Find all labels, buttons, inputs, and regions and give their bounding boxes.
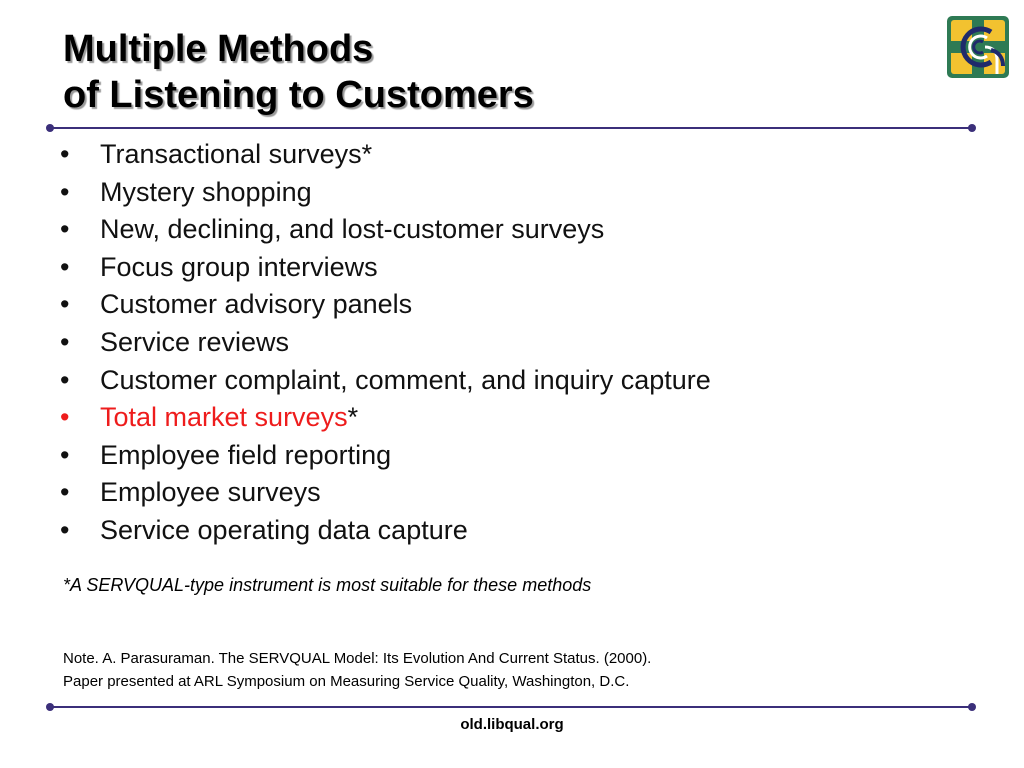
list-item-text: Service operating data capture <box>100 514 468 545</box>
list-item-text: New, declining, and lost-customer surveys <box>100 214 605 245</box>
list-item <box>58 249 711 287</box>
slide-title-line-1: Multiple Methods <box>63 28 374 70</box>
slide-title-line-2: of Listening to Customers <box>63 74 534 116</box>
divider-dot-right <box>968 703 976 711</box>
list-item-text: Service reviews <box>100 326 290 357</box>
bottom-divider <box>50 706 972 708</box>
list-item-text: Transactional surveys* <box>100 139 373 169</box>
footnote: *A SERVQUAL-type instrument is most suitable for these methods <box>63 575 592 595</box>
bullet-marker: • <box>60 176 70 207</box>
bullet-marker: • <box>60 326 70 357</box>
bullet-marker: • <box>60 514 70 545</box>
list-item-text: Employee field reporting <box>100 439 392 470</box>
methods-list <box>58 136 711 550</box>
list-item-text: Focus group interviews <box>100 251 378 282</box>
bullet-marker: • <box>60 477 70 508</box>
list-item <box>58 211 711 249</box>
divider-dot-right <box>968 124 976 132</box>
list-item <box>58 174 711 212</box>
list-item-text: Customer complaint, comment, and inquiry capture <box>100 364 711 395</box>
citation-note <box>63 647 651 693</box>
list-item <box>58 512 711 550</box>
list-item <box>58 437 711 475</box>
list-item <box>58 136 711 174</box>
divider-dot-left <box>46 124 54 132</box>
list-item-highlighted <box>58 399 711 437</box>
list-item-text: Customer advisory panels <box>100 289 413 320</box>
bullet-marker: • <box>60 139 70 169</box>
list-item-text: Total market surveys <box>100 402 348 433</box>
list-item <box>58 286 711 324</box>
bullet-marker: • <box>60 402 70 433</box>
bullet-marker: • <box>60 364 70 395</box>
list-item <box>58 362 711 400</box>
footer-url: old.libqual.org <box>460 716 564 733</box>
citation-line-2: Paper presented at ARL Symposium on Measuring Service Quality, Washington, D.C. <box>63 673 630 690</box>
list-item <box>58 474 711 512</box>
bullet-marker: • <box>60 289 70 320</box>
divider-dot-left <box>46 703 54 711</box>
citation-line-1: Note. A. Parasuraman. The SERVQUAL Model: Its Evolution And Current Status. (2000). <box>63 650 652 667</box>
slide-title <box>63 26 534 118</box>
list-item-text: Employee surveys <box>100 477 321 508</box>
asterisk-marker: * <box>347 402 359 433</box>
libqual-logo-icon <box>947 16 1009 78</box>
bullet-marker: • <box>60 251 70 282</box>
bullet-marker: • <box>60 214 70 245</box>
list-item <box>58 324 711 362</box>
bullet-marker: • <box>60 439 70 470</box>
list-item-text: Mystery shopping <box>100 176 312 207</box>
top-divider <box>50 127 972 129</box>
